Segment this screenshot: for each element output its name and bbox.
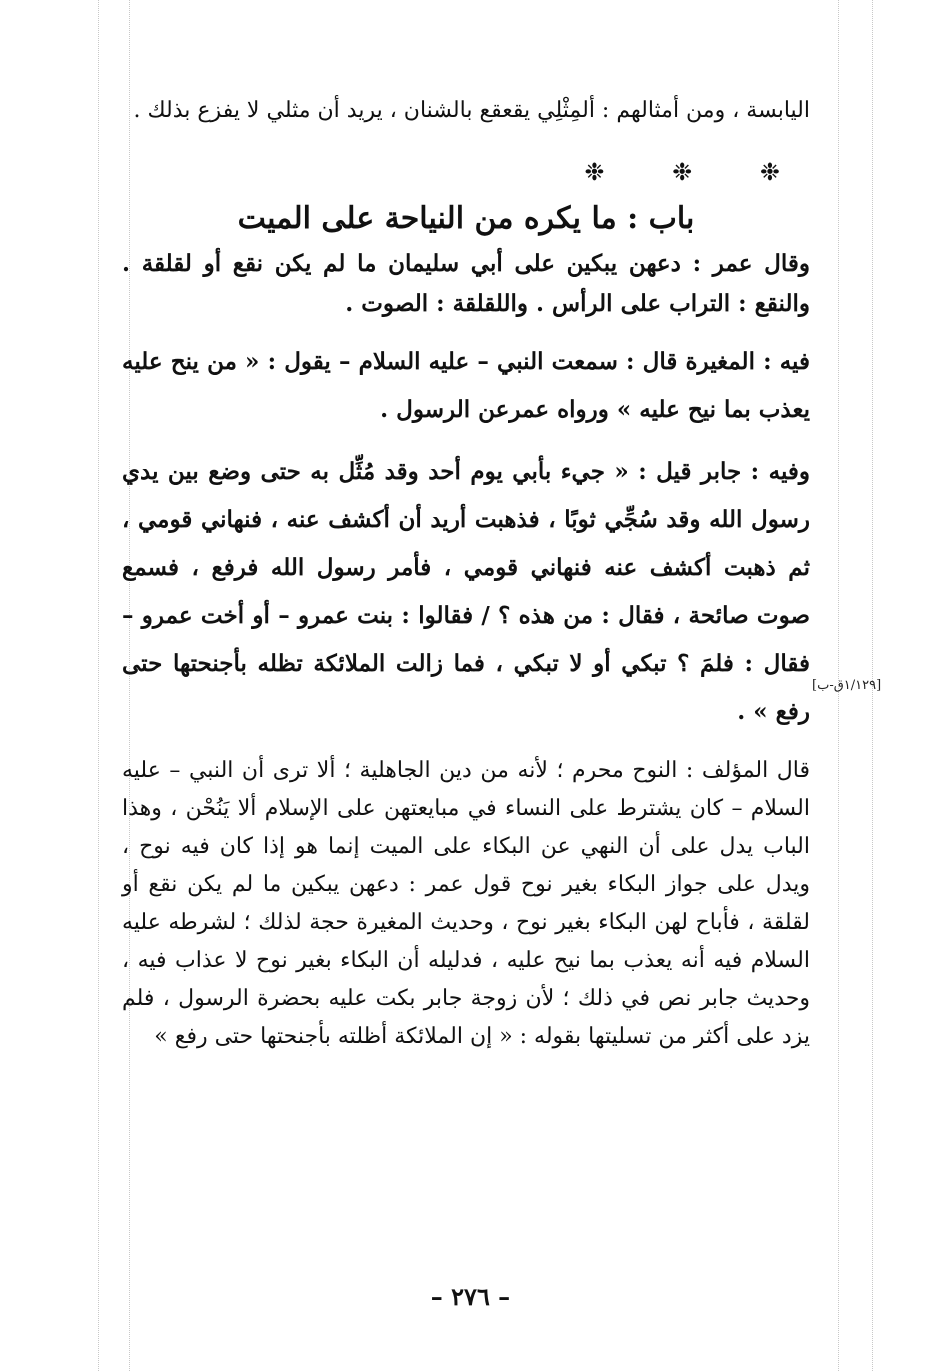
omar-quote-paragraph: وقال عمر : دعهن يبكين على أبي سليمان ما لم يكن نقع أو لقلقة . والنقع : التراب على الرأس . واللقلقة : الصوت .	[122, 250, 810, 317]
mughira-hadith-paragraph: فيه : المغيرة قال : سمعت النبي – عليه السلام – يقول : « من ينح عليه يعذب بما نيح عليه » ورواه عمرعن الرسول .	[122, 348, 810, 423]
section-separator	[122, 152, 810, 192]
intro-paragraph: اليابسة ، ومن أمثالهم : ألمِثْلِي يقعقع بالشنان ، يريد أن مثلي لا يفزع بذلك .	[133, 98, 810, 123]
author-commentary-paragraph: قال المؤلف : النوح محرم ؛ لأنه من دين الجاهلية ؛ ألا ترى أن النبي – عليه السلام – كان يشترط على النساء في مبايعتهن على الإسلام ألا يَنُحْن ، وهذا الباب يدل على أن النهي عن البكاء على الميت إنما هو إذا كان فيه نوح ، ويدل على جواز البكاء بغير نوح قول عمر : دعهن يبكين ما لم يكن نقع أو لقلقة ، فأباح لهن البكاء بغير نوح ، وحديث المغيرة حجة لذلك ؛ لشرطه عليه السلام فيه أنه يعذب بما نيح عليه ، فدليله أن البكاء بغير نوح لا عذاب فيه ، وحديث جابر نص في ذلك ؛ لأن زوجة جابر بكت عليه بحضرة الرسول ، فلم يزد على أكثر من تسليتها بقوله : « إن الملائكة أظلته بأجنحتها حتى رفع »	[122, 758, 810, 1049]
manuscript-folio-note: [١/١٢٩ق-ب]	[812, 678, 882, 693]
scan-artifact-line	[98, 0, 99, 1371]
separator-star-icon: ❉	[759, 158, 780, 186]
page-number: – ٢٧٦ –	[430, 1282, 511, 1311]
main-text	[122, 88, 810, 1056]
separator-star-icon: ❉	[584, 158, 605, 186]
separator-star-icon: ❉	[672, 158, 693, 186]
jabir-hadith-paragraph: وفيه : جابر قيل : « جيء بأبي يوم أحد وقد مُثِّل به حتى وضع بين يدي رسول الله وقد سُجِّي ثوبًا ، فذهبت أريد أن أكشف عنه ، فنهاني قومي ، ثم ذهبت أكشف عنه فنهاني قومي ، فأمر رسول الله فرفع ، فسمع صوت صائحة ، فقال : من هذه ؟ / فقالوا : بنت عمرو – أو أخت عمرو – فقال : فلمَ ؟ تبكي أو لا تبكي ، فما زالت الملائكة تظله بأجنحتها حتى رفع » .	[122, 458, 810, 725]
chapter-title: باب : ما يكره من النياحة على الميت	[237, 201, 695, 236]
